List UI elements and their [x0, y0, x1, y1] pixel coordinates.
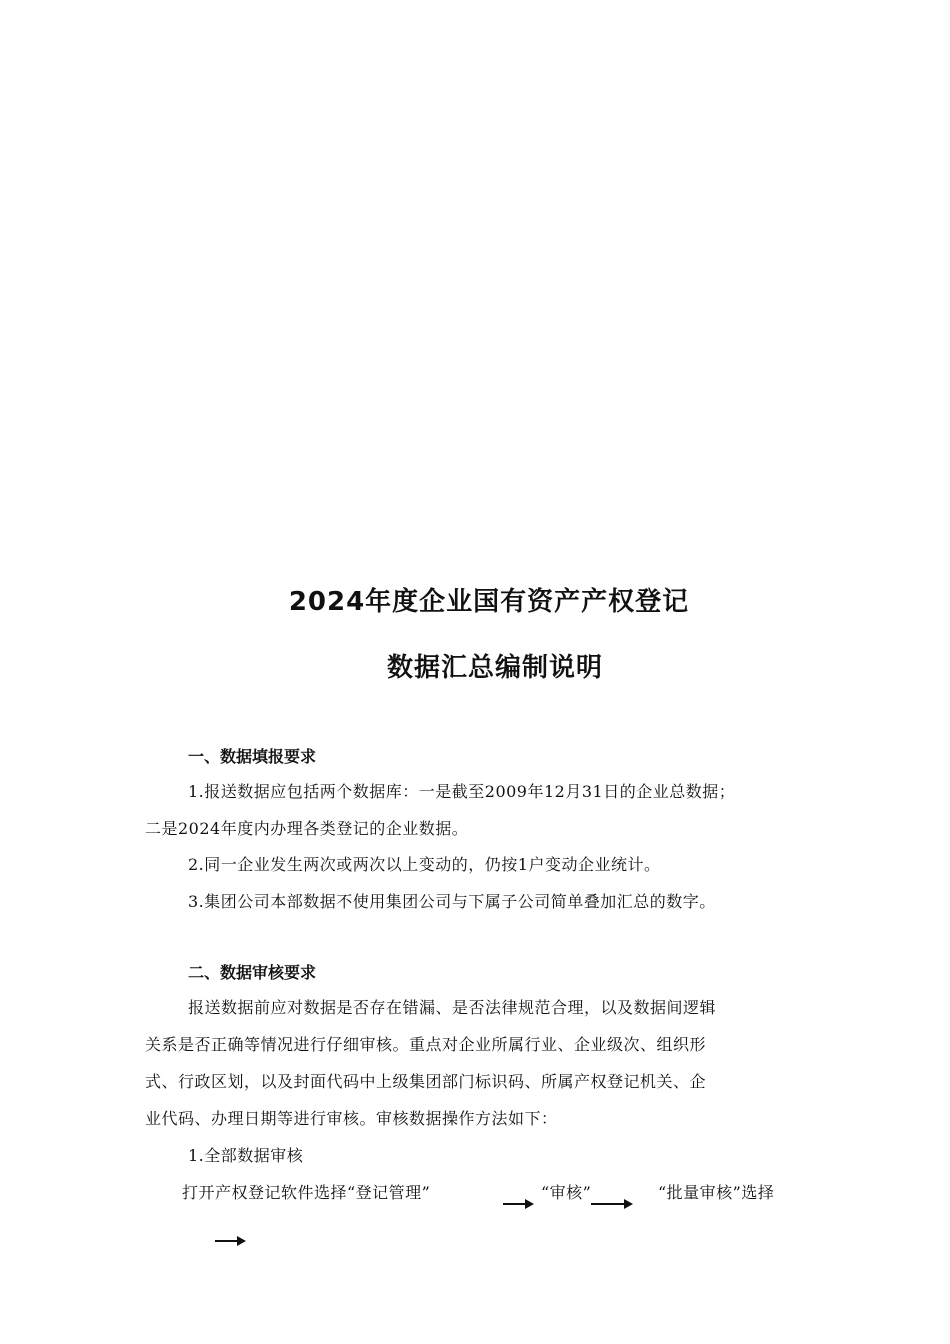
section2-heading: 二、数据审核要求: [188, 963, 317, 982]
arrow-right-icon: [503, 1198, 533, 1210]
section2-para-line2: 关系是否正确等情况进行仔细审核。重点对企业所属行业、企业级次、组织形: [145, 1035, 707, 1054]
arrow-right-icon: [215, 1235, 245, 1247]
step-audit-text: “审核”: [541, 1183, 592, 1202]
document-title-line1: 2024年度企业国有资产产权登记: [288, 587, 690, 617]
step-intro-text: 打开产权登记软件选择“登记管理”: [182, 1183, 431, 1202]
step-batch-text: “批量审核”选择: [658, 1183, 775, 1202]
section1-item1-line2: 二是2024年度内办理各类登记的企业数据。: [145, 819, 469, 838]
document-title-line2: 数据汇总编制说明: [386, 653, 603, 683]
section1-item2: 2.同一企业发生两次或两次以上变动的，仍按1户变动企业统计。: [188, 855, 661, 874]
section1-item1-line1: 1.报送数据应包括两个数据库：一是截至2009年12月31日的企业总数据；: [188, 782, 736, 801]
section2-para-line1: 报送数据前应对数据是否存在错漏、是否法律规范合理，以及数据间逻辑: [188, 998, 717, 1017]
section1-heading: 一、数据填报要求: [188, 747, 317, 766]
section2-para-line3: 式、行政区划，以及封面代码中上级集团部门标识码、所属产权登记机关、企: [145, 1072, 707, 1091]
arrow-right-icon: [591, 1198, 633, 1210]
section2-para-line4: 业代码、办理日期等进行审核。审核数据操作方法如下：: [145, 1109, 558, 1128]
section1-item3: 3.集团公司本部数据不使用集团公司与下属子公司简单叠加汇总的数字。: [188, 892, 716, 911]
section2-sub1: 1.全部数据审核: [188, 1146, 304, 1165]
